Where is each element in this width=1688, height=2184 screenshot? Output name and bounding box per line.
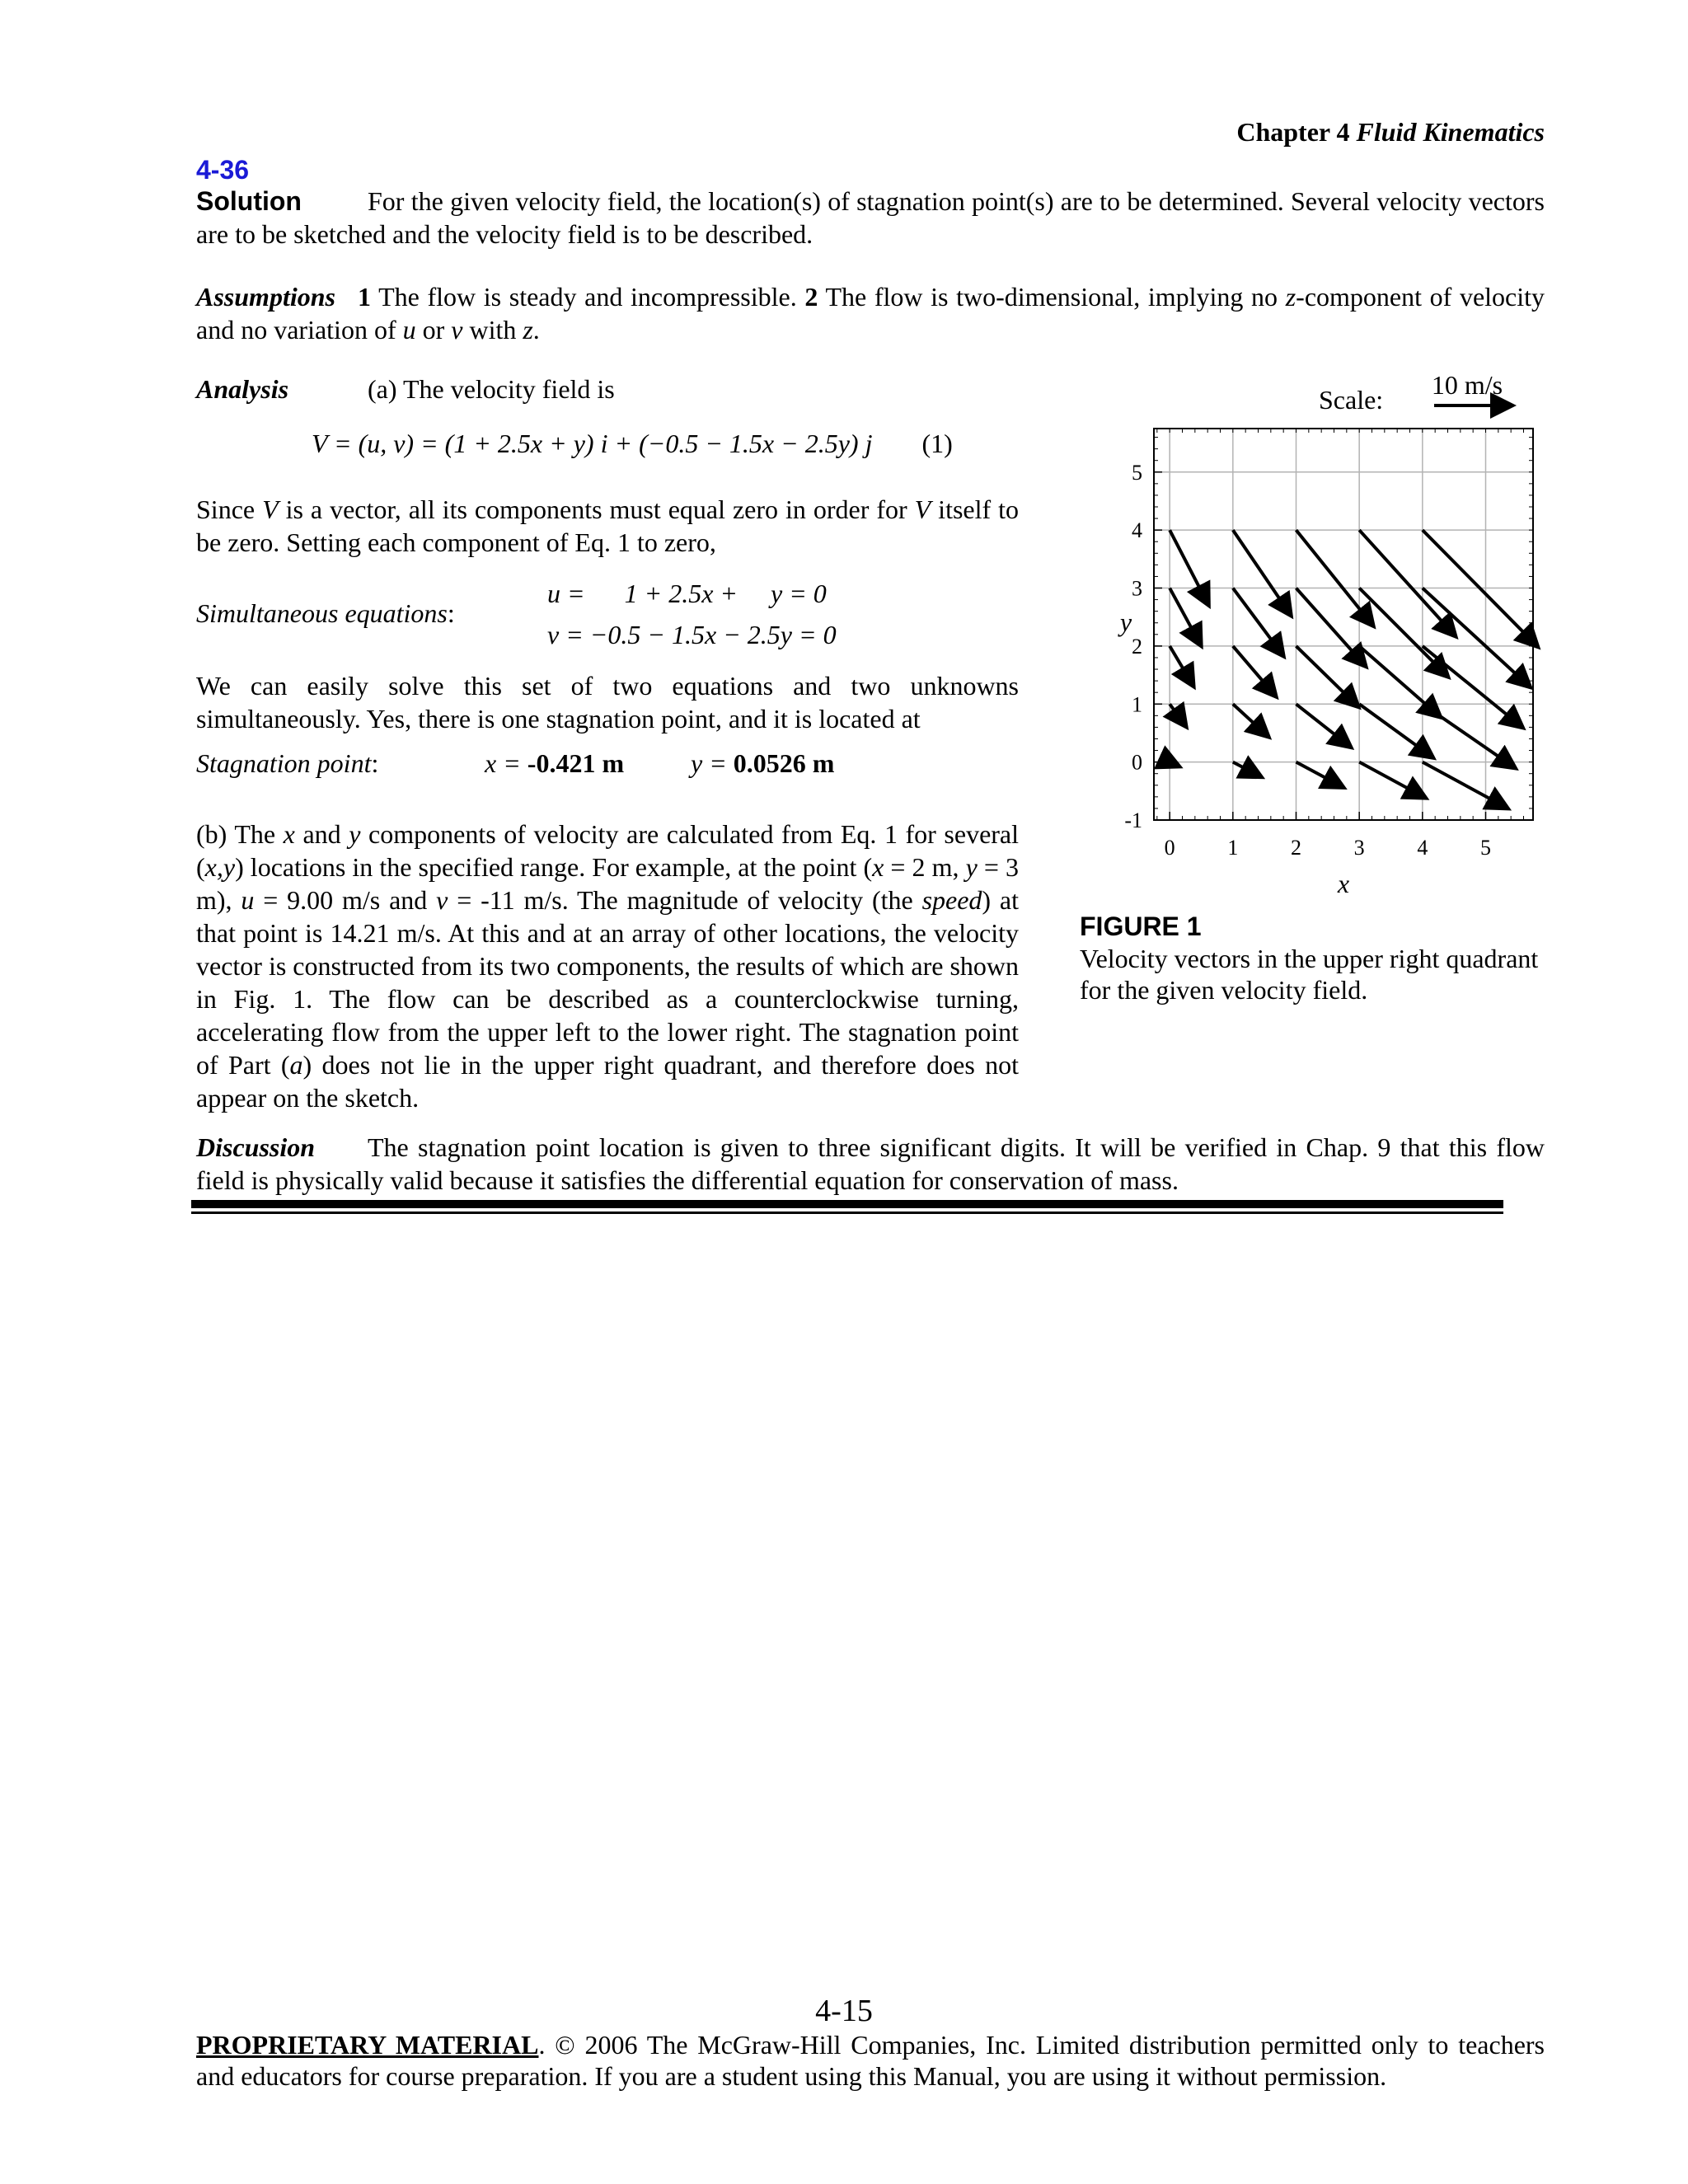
since-text-a: Since (196, 494, 263, 524)
stagnation-x-lhs: x = (485, 748, 528, 778)
partb-t7: = -11 m/s. The magnitude of velocity (the (448, 885, 922, 915)
assumption-with: with (462, 315, 523, 344)
partb-y: y (349, 819, 361, 849)
partb-veq: v (436, 885, 448, 915)
simultaneous-colon: : (447, 598, 455, 628)
partb-x: x (283, 819, 295, 849)
vector-V-symbol-2: V (914, 494, 931, 524)
velocity-vector (1359, 762, 1423, 797)
velocity-vector (1233, 704, 1267, 735)
y-tick-label: 3 (1132, 576, 1142, 601)
velocity-vector (1296, 530, 1372, 624)
velocity-vector (1233, 646, 1275, 695)
velocity-vector (1170, 530, 1207, 603)
partb-t5: = 3 m), (196, 852, 1020, 915)
chapter-number: Chapter 4 (1236, 117, 1350, 147)
x-tick-label: 2 (1291, 836, 1301, 860)
y-tick-label: 4 (1132, 518, 1142, 543)
page-number: 4-15 (815, 1994, 873, 2028)
equation-v: v = −0.5 − 1.5x − 2.5y = 0 (547, 620, 837, 649)
velocity-vector (1233, 762, 1259, 776)
assumption-text-1: The flow is steady and incompressible. (371, 282, 805, 312)
velocity-vector (1170, 646, 1193, 685)
discussion-label: Discussion (196, 1132, 316, 1162)
y-tick-label: -1 (1124, 808, 1142, 832)
assumption-or: or (415, 315, 452, 344)
partb-t4: = 2 m, (884, 852, 966, 882)
assumption-var-v: v (451, 315, 463, 344)
section-divider-thick (191, 1200, 1503, 1208)
stagnation-y-value: 0.0526 m (733, 748, 835, 778)
x-tick-label: 4 (1417, 836, 1428, 860)
partb-a: a (289, 1050, 303, 1080)
partb-t1: (b) The (196, 819, 284, 849)
velocity-vector (1296, 646, 1357, 705)
partb-t6: = 9.00 m/s and (254, 885, 437, 915)
assumption-number-1: 1 (358, 282, 371, 312)
footer-text: . © 2006 The McGraw-Hill Companies, Inc. Limited distribution permitted only to teachers and educators for course preparation. If you are a student using this Manual, you are using it without permission. (196, 2030, 1545, 2091)
chapter-header (1236, 117, 1545, 148)
velocity-vector (1233, 588, 1282, 654)
stagnation-x-value: -0.421 m (527, 748, 625, 778)
solve-paragraph: We can easily solve this set of two equations and two unknowns simultaneously. Yes, there is one stagnation point, and it is located at (196, 671, 1019, 733)
assumption-text-2a: The flow is two-dimensional, implying no (818, 282, 1286, 312)
stagnation-y-lhs: y = (691, 748, 734, 778)
assumption-number-2: 2 (804, 282, 818, 312)
velocity-field-equation (312, 427, 953, 460)
partb-t2: components of velocity are calculated from Eq. 1 for several ( (196, 819, 1020, 882)
partb-and: and (294, 819, 349, 849)
partb-t8: ) at that point is 14.21 m/s. At this and at an array of other locations, the velocity vector is constructed from its two components, the results of which are shown in Fig. 1. The flow can be described as a counterclockwise turning, accelerating flow from the upper left to the lower right. The stagnation point of Part ( (196, 885, 1020, 1080)
plot-frame (1154, 429, 1533, 820)
velocity-vector (1170, 588, 1200, 644)
since-text-c: itself to be zero. Setting each component of Eq. 1 to zero, (196, 494, 1020, 557)
discussion-text: The stagnation point location is given to three significant digits. It will be verified in Chap. 9 that this flow field is physically valid because it satisfies the differential equation for conservation of mass. (196, 1132, 1545, 1195)
chapter-title: Fluid Kinematics (1356, 117, 1545, 147)
y-tick-label: 0 (1132, 750, 1142, 775)
solution-text: For the given velocity field, the location(s) of stagnation point(s) are to be determined. Several velocity vectors are to be sketched and the velocity field is to be described. (196, 186, 1545, 249)
stagnation-label: Stagnation point (196, 748, 372, 778)
velocity-vector (1170, 704, 1184, 724)
velocity-vector (1423, 704, 1513, 766)
x-tick-label: 3 (1353, 836, 1365, 860)
assumption-var-z: z (1285, 282, 1296, 312)
part-b-paragraph (196, 818, 1019, 1114)
partb-t9: ) does not lie in the upper right quadrant, and therefore does not appear on the sketch. (196, 1050, 1020, 1113)
scale-value: 10 m/s (1431, 370, 1503, 400)
solution-paragraph (196, 185, 1545, 251)
velocity-equation-text: V = (u, v) = (1 + 2.5x + y) i + (−0.5 − 1.5x − 2.5y) j (312, 429, 873, 458)
assumptions-label: Assumptions (196, 282, 335, 312)
analysis-heading (196, 373, 615, 405)
chart-vectors (1170, 530, 1536, 807)
vector-V-symbol: V (262, 494, 279, 524)
velocity-vector (1423, 762, 1506, 808)
velocity-vector (1296, 762, 1342, 787)
figure-title: FIGURE 1 (1080, 912, 1202, 941)
velocity-vector (1359, 588, 1447, 676)
problem-number: 4-36 (196, 155, 250, 185)
x-tick-label: 5 (1480, 836, 1491, 860)
footer-label: PROPRIETARY MATERIAL (196, 2030, 539, 2060)
part-a-intro: (a) The velocity field is (368, 374, 615, 404)
scale-label: Scale: (1319, 385, 1384, 415)
y-tick-label: 2 (1132, 634, 1142, 658)
discussion-paragraph (196, 1131, 1545, 1197)
partb-t3: ) locations in the specified range. For example, at the point ( (235, 852, 873, 882)
assumptions-paragraph (196, 280, 1545, 346)
partb-xeq: x (872, 852, 884, 882)
solution-label: Solution (196, 186, 302, 216)
since-paragraph (196, 493, 1019, 559)
x-tick-label: 1 (1227, 836, 1239, 860)
velocity-vector (1296, 704, 1349, 746)
assumption-text-2b: -component of velocity and no variation of (196, 282, 1545, 344)
partb-yeq: y (965, 852, 978, 882)
y-tick-label: 5 (1132, 460, 1142, 485)
partb-speed: speed (921, 885, 982, 915)
y-axis-label: y (1119, 607, 1132, 637)
simultaneous-label-text: Simultaneous equations (196, 598, 448, 628)
section-divider-thin (191, 1212, 1503, 1214)
x-tick-label: 0 (1164, 836, 1175, 860)
chart-ticks (1124, 429, 1533, 860)
velocity-vector (1423, 588, 1529, 686)
since-text-b: is a vector, all its components must equal zero in order for (278, 494, 915, 524)
analysis-label: Analysis (196, 374, 289, 404)
stagnation-point-row (196, 747, 1103, 780)
partb-ueq: u (241, 885, 255, 915)
figure-caption: Velocity vectors in the upper right quadrant for the given velocity field. (1080, 944, 1539, 1005)
partb-xy: x,y (204, 852, 236, 882)
copyright-footer (196, 2029, 1545, 2092)
simultaneous-label (196, 597, 455, 630)
stagnation-colon: : (371, 748, 379, 778)
equation-number: (1) (921, 429, 953, 458)
equation-u: u = 1 + 2.5x + y = 0 (547, 579, 827, 608)
assumption-end: . (532, 315, 540, 344)
y-tick-label: 1 (1132, 692, 1142, 717)
chart-grid (1154, 429, 1533, 820)
x-axis-label: x (1337, 869, 1350, 898)
assumption-var-z2: z (523, 315, 533, 344)
velocity-vector (1359, 704, 1431, 756)
velocity-vector-chart (1104, 363, 1582, 907)
assumption-var-u: u (402, 315, 416, 344)
